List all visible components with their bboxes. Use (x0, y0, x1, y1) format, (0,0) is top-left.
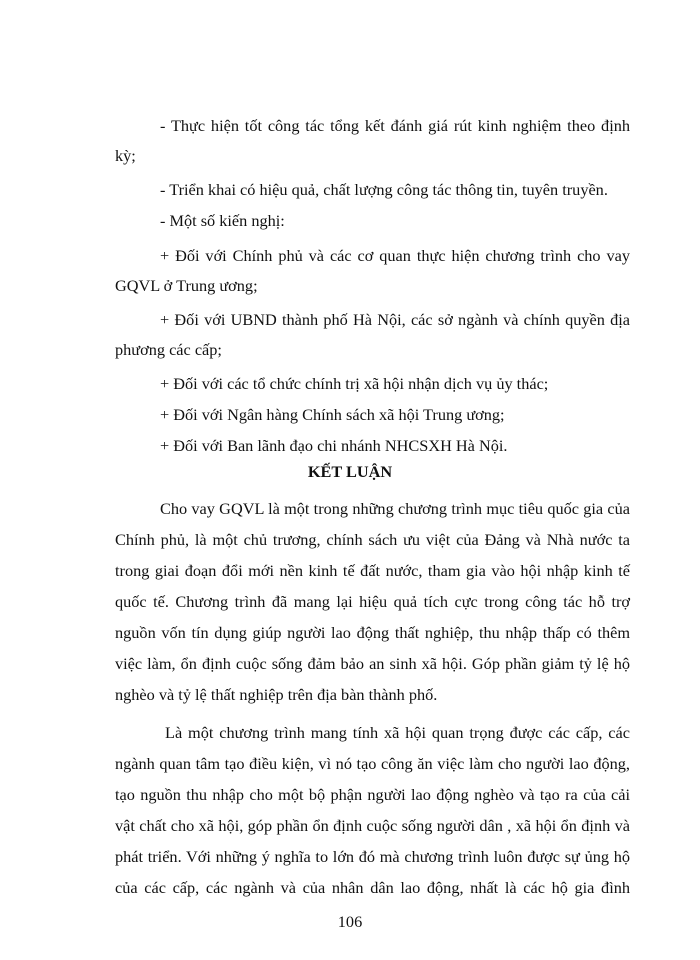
recommendation-line: GQVL ở Trung ương; (115, 276, 258, 295)
bullet-line: - Một số kiến nghị: (160, 211, 285, 230)
paragraph-line: vật chất cho xã hội, góp phần ổn định cuộc sống người dân , xã hội ổn định và (115, 816, 630, 835)
paragraph-line: Là một chương trình mang tính xã hội quan trọng được các cấp, các (165, 723, 630, 742)
recommendation-line: phương các cấp; (115, 340, 222, 359)
section-heading: KẾT LUẬN (307, 462, 393, 481)
paragraph-line: của các cấp, các ngành và của nhân dân lao động, nhất là các hộ gia đình (115, 878, 630, 897)
paragraph-line: quốc tế. Chương trình đã mang lại hiệu quả tích cực trong công tác hỗ trợ (115, 592, 630, 611)
page-number: 106 (337, 912, 363, 931)
paragraph-line: phát triển. Với những ý nghĩa to lớn đó mà chương trình luôn được sự ủng hộ (115, 847, 630, 866)
paragraph-line: nguồn vốn tín dụng giúp người lao động thất nghiệp, thu nhập thấp có thêm (115, 623, 630, 642)
paragraph-line: ngành quan tâm tạo điều kiện, vì nó tạo công ăn việc làm cho người lao động, (115, 754, 630, 773)
paragraph-line: trong giai đoạn đổi mới nền kinh tế đất nước, tham gia vào hội nhập kinh tế (115, 561, 630, 580)
recommendation-line: + Đối với Chính phủ và các cơ quan thực hiện chương trình cho vay (160, 246, 630, 265)
paragraph-line: việc làm, ổn định cuộc sống đảm bảo an sinh xã hội. Góp phần giảm tỷ lệ hộ (115, 654, 630, 673)
recommendation-line: + Đối với Ban lãnh đạo chi nhánh NHCSXH Hà Nội. (160, 436, 508, 455)
bullet-line: - Thực hiện tốt công tác tổng kết đánh giá rút kinh nghiệm theo định (160, 116, 630, 135)
recommendation-line: + Đối với Ngân hàng Chính sách xã hội Trung ương; (160, 405, 505, 424)
paragraph-line: Chính phủ, là một chủ trương, chính sách ưu việt của Đảng và Nhà nước ta (115, 530, 630, 549)
bullet-line: kỳ; (115, 146, 136, 165)
recommendation-line: + Đối với các tổ chức chính trị xã hội nhận dịch vụ ủy thác; (160, 374, 549, 393)
paragraph-line: Cho vay GQVL là một trong những chương trình mục tiêu quốc gia của (160, 499, 630, 518)
bullet-line: - Triển khai có hiệu quả, chất lượng công tác thông tin, tuyên truyền. (160, 180, 608, 199)
paragraph-line: nghèo và tỷ lệ thất nghiệp trên địa bàn thành phố. (115, 685, 438, 704)
recommendation-line: + Đối với UBND thành phố Hà Nội, các sở ngành và chính quyền địa (160, 310, 630, 329)
paragraph-line: tạo nguồn thu nhập cho một bộ phận người lao động nghèo và tạo ra của cải (115, 785, 630, 804)
